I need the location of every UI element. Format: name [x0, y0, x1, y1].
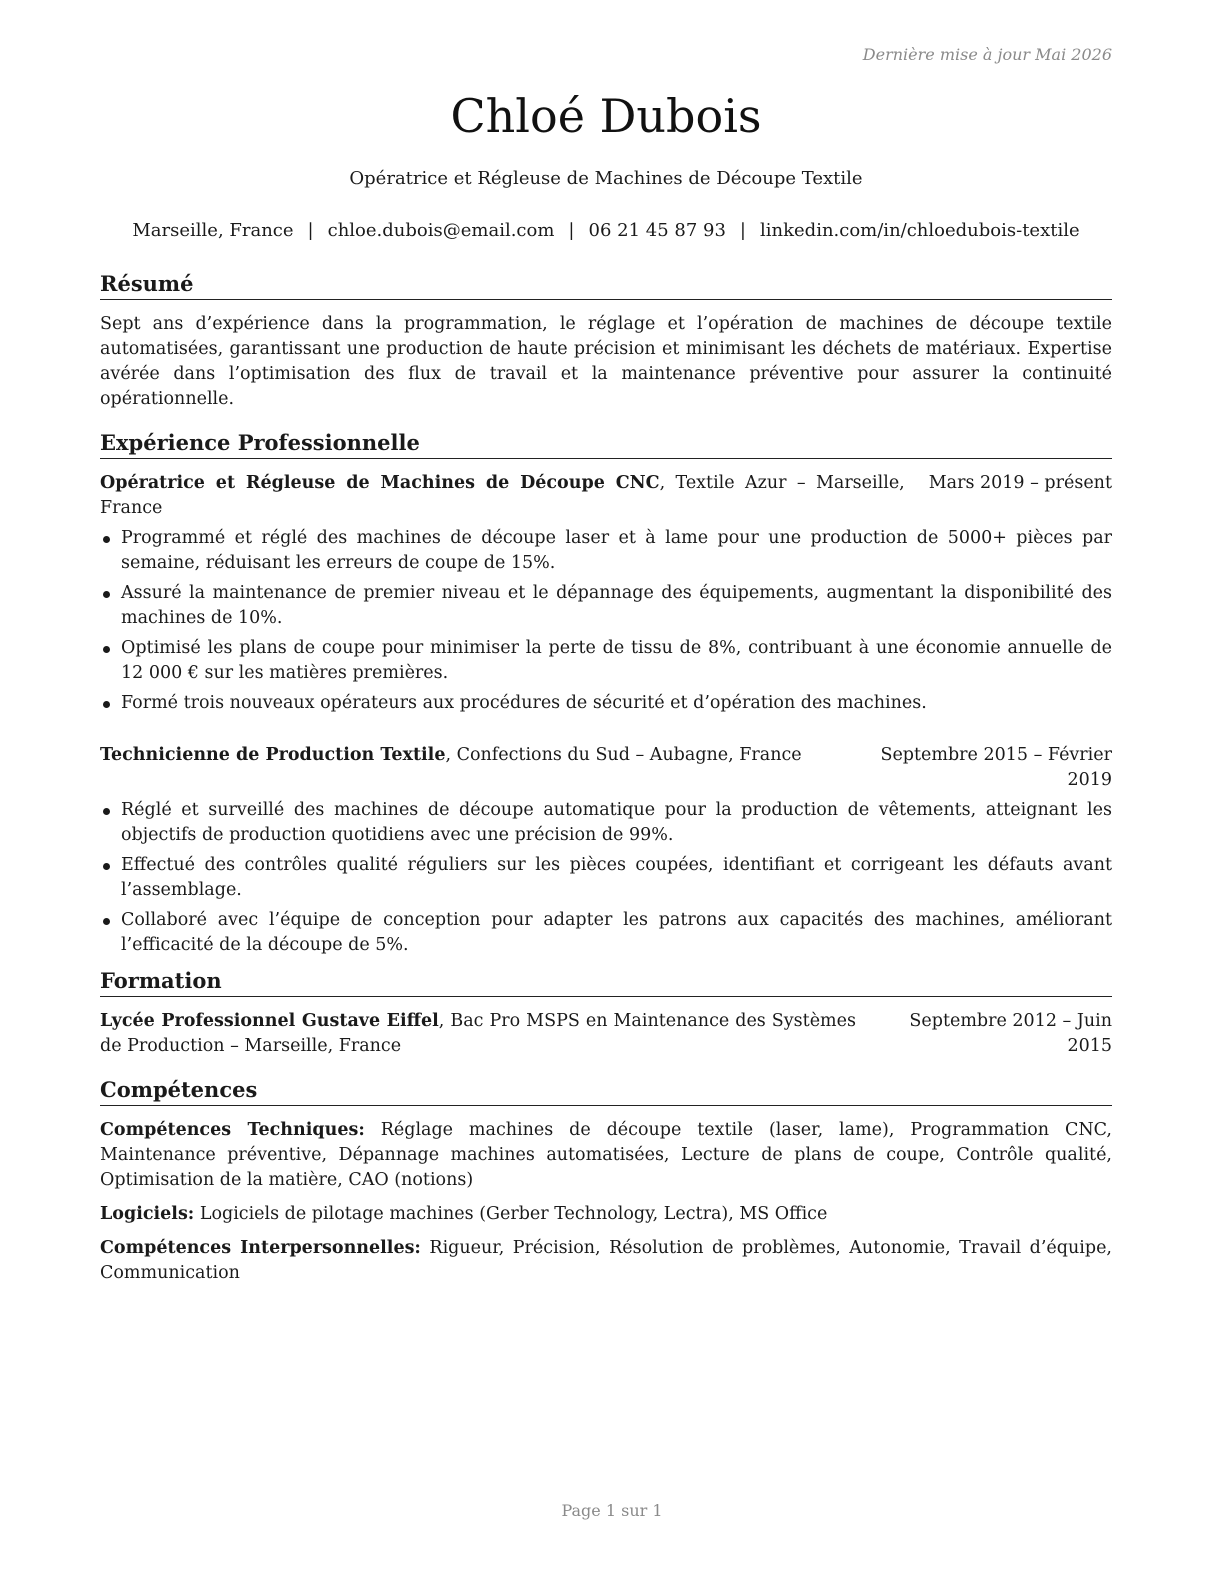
- job-company: , Confections du Sud – Aubagne, France: [445, 745, 802, 765]
- skill-group: [100, 1202, 1112, 1227]
- education-header: [100, 1009, 1112, 1059]
- list-item: [100, 636, 1112, 686]
- contact-separator: |: [739, 220, 746, 241]
- bullet-icon: [103, 808, 110, 815]
- job-role: Technicienne de Production Textile: [100, 745, 446, 765]
- bullet-text: Optimisé les plans de coupe pour minimiser la perte de tissu de 8%, contribuant à une économie annuelle de 12 000 € sur les matières premières.: [121, 638, 1112, 683]
- candidate-headline: Opératrice et Régleuse de Machines de Découpe Textile: [349, 168, 863, 189]
- contact-phone: 06 21 45 87 93: [588, 220, 726, 241]
- job-entry: [100, 743, 1112, 958]
- job-dates-line: Septembre 2015 – Février: [880, 745, 1112, 765]
- bullet-text: Réglé et surveillé des machines de découpe automatique pour la production de vêtements, atteignant les objectifs de production quotidiens avec une précision de 99%.: [121, 800, 1112, 845]
- job-company: , Textile Azur – Marseille, France: [100, 473, 905, 518]
- page-number: Page 1 sur 1: [561, 1501, 663, 1520]
- job-dates-line: 2019: [1067, 770, 1112, 790]
- summary-heading: Résumé: [100, 270, 1112, 300]
- last-updated: Dernière mise à jour Mai 2026: [862, 45, 1112, 64]
- bullet-icon: [103, 918, 110, 925]
- skill-text: Logiciels de pilotage machines (Gerber Technology, Lectra), MS Office: [194, 1204, 828, 1224]
- education-degree: , Bac Pro MSPS en Maintenance des Systèmes de Production – Marseille, France: [100, 1011, 856, 1056]
- list-item: [100, 581, 1112, 631]
- job-header: [100, 743, 1112, 793]
- contact-linkedin[interactable]: linkedin.com/in/chloedubois-textile: [760, 220, 1080, 241]
- list-item: [100, 798, 1112, 848]
- skill-label: Compétences Interpersonnelles:: [100, 1238, 421, 1258]
- contact-separator: |: [568, 220, 575, 241]
- candidate-name: Chloé Dubois: [450, 89, 762, 143]
- job-title-line: [100, 471, 905, 521]
- bullet-icon: [103, 536, 110, 543]
- contact-location: Marseille, France: [132, 220, 294, 241]
- experience-heading: Expérience Professionnelle: [100, 429, 1112, 459]
- education-heading: Formation: [100, 967, 1112, 997]
- bullet-text: Collaboré avec l’équipe de conception pour adapter les patrons aux capacités des machines, améliorant l’efficacité de la découpe de 5%.: [121, 910, 1112, 955]
- job-title-line: [100, 743, 856, 768]
- job-bullets: [100, 526, 1112, 716]
- bullet-text: Effectué des contrôles qualité réguliers sur les pièces coupées, identifiant et corrigeant les défauts avant l’assemblage.: [121, 855, 1112, 900]
- skill-label: Compétences Techniques:: [100, 1120, 365, 1140]
- summary-text: Sept ans d’expérience dans la programmation, le réglage et l’opération de machines de découpe textile automatisées, garantissant une production de haute précision et minimisant les déchets de matériaux. Expertise avérée dans l’optimisation des flux de travail et la maintenance préventive pour assurer la continuité opérationnelle.: [100, 314, 1112, 409]
- skill-group: [100, 1236, 1112, 1286]
- bullet-icon: [103, 863, 110, 870]
- resume-page: [100, 0, 1112, 1584]
- education-dates: [856, 1009, 1112, 1059]
- skill-text: Réglage machines de découpe textile (laser, lame), Programmation CNC, Maintenance préventive, Dépannage machines automatisées, Lecture de plans de coupe, Contrôle qualité, Optimisation de la matière, CAO (notions): [100, 1120, 1112, 1190]
- contact-separator: |: [307, 220, 314, 241]
- bullet-icon: [103, 701, 110, 708]
- skill-text: Rigueur, Précision, Résolution de problèmes, Autonomie, Travail d’équipe, Communication: [100, 1238, 1112, 1283]
- skills-heading: Compétences: [100, 1076, 1112, 1106]
- education-dates-line: Septembre 2012 – Juin: [909, 1011, 1112, 1031]
- bullet-text: Assuré la maintenance de premier niveau et le dépannage des équipements, augmentant la disponibilité des machines de 10%.: [121, 583, 1112, 628]
- job-header: [100, 471, 1112, 521]
- education-entry: [100, 1009, 1112, 1059]
- job-role: Opératrice et Régleuse de Machines de Découpe CNC: [100, 473, 660, 493]
- skill-label: Logiciels:: [100, 1204, 195, 1224]
- bullet-icon: [103, 591, 110, 598]
- list-item: [100, 691, 1112, 716]
- resume-body: [100, 270, 1112, 1295]
- education-dates-line: 2015: [1067, 1036, 1112, 1056]
- bullet-text: Formé trois nouveaux opérateurs aux procédures de sécurité et d’opération des machines.: [121, 693, 927, 713]
- list-item: [100, 853, 1112, 903]
- list-item: [100, 908, 1112, 958]
- job-dates: [856, 743, 1112, 793]
- bullet-text: Programmé et réglé des machines de découpe laser et à lame pour une production de 5000+ pièces par semaine, réduisant les erreurs de coupe de 15%.: [121, 528, 1112, 573]
- job-dates: Mars 2019 – présent: [928, 473, 1112, 493]
- job-bullets: [100, 798, 1112, 958]
- list-item: [100, 526, 1112, 576]
- bullet-icon: [103, 646, 110, 653]
- education-line: [100, 1009, 856, 1059]
- skill-group: [100, 1118, 1112, 1193]
- contact-email[interactable]: chloe.dubois@email.com: [327, 220, 555, 241]
- contact-line: [100, 219, 1112, 243]
- job-entry: [100, 471, 1112, 716]
- education-school: Lycée Professionnel Gustave Eiffel: [100, 1011, 439, 1031]
